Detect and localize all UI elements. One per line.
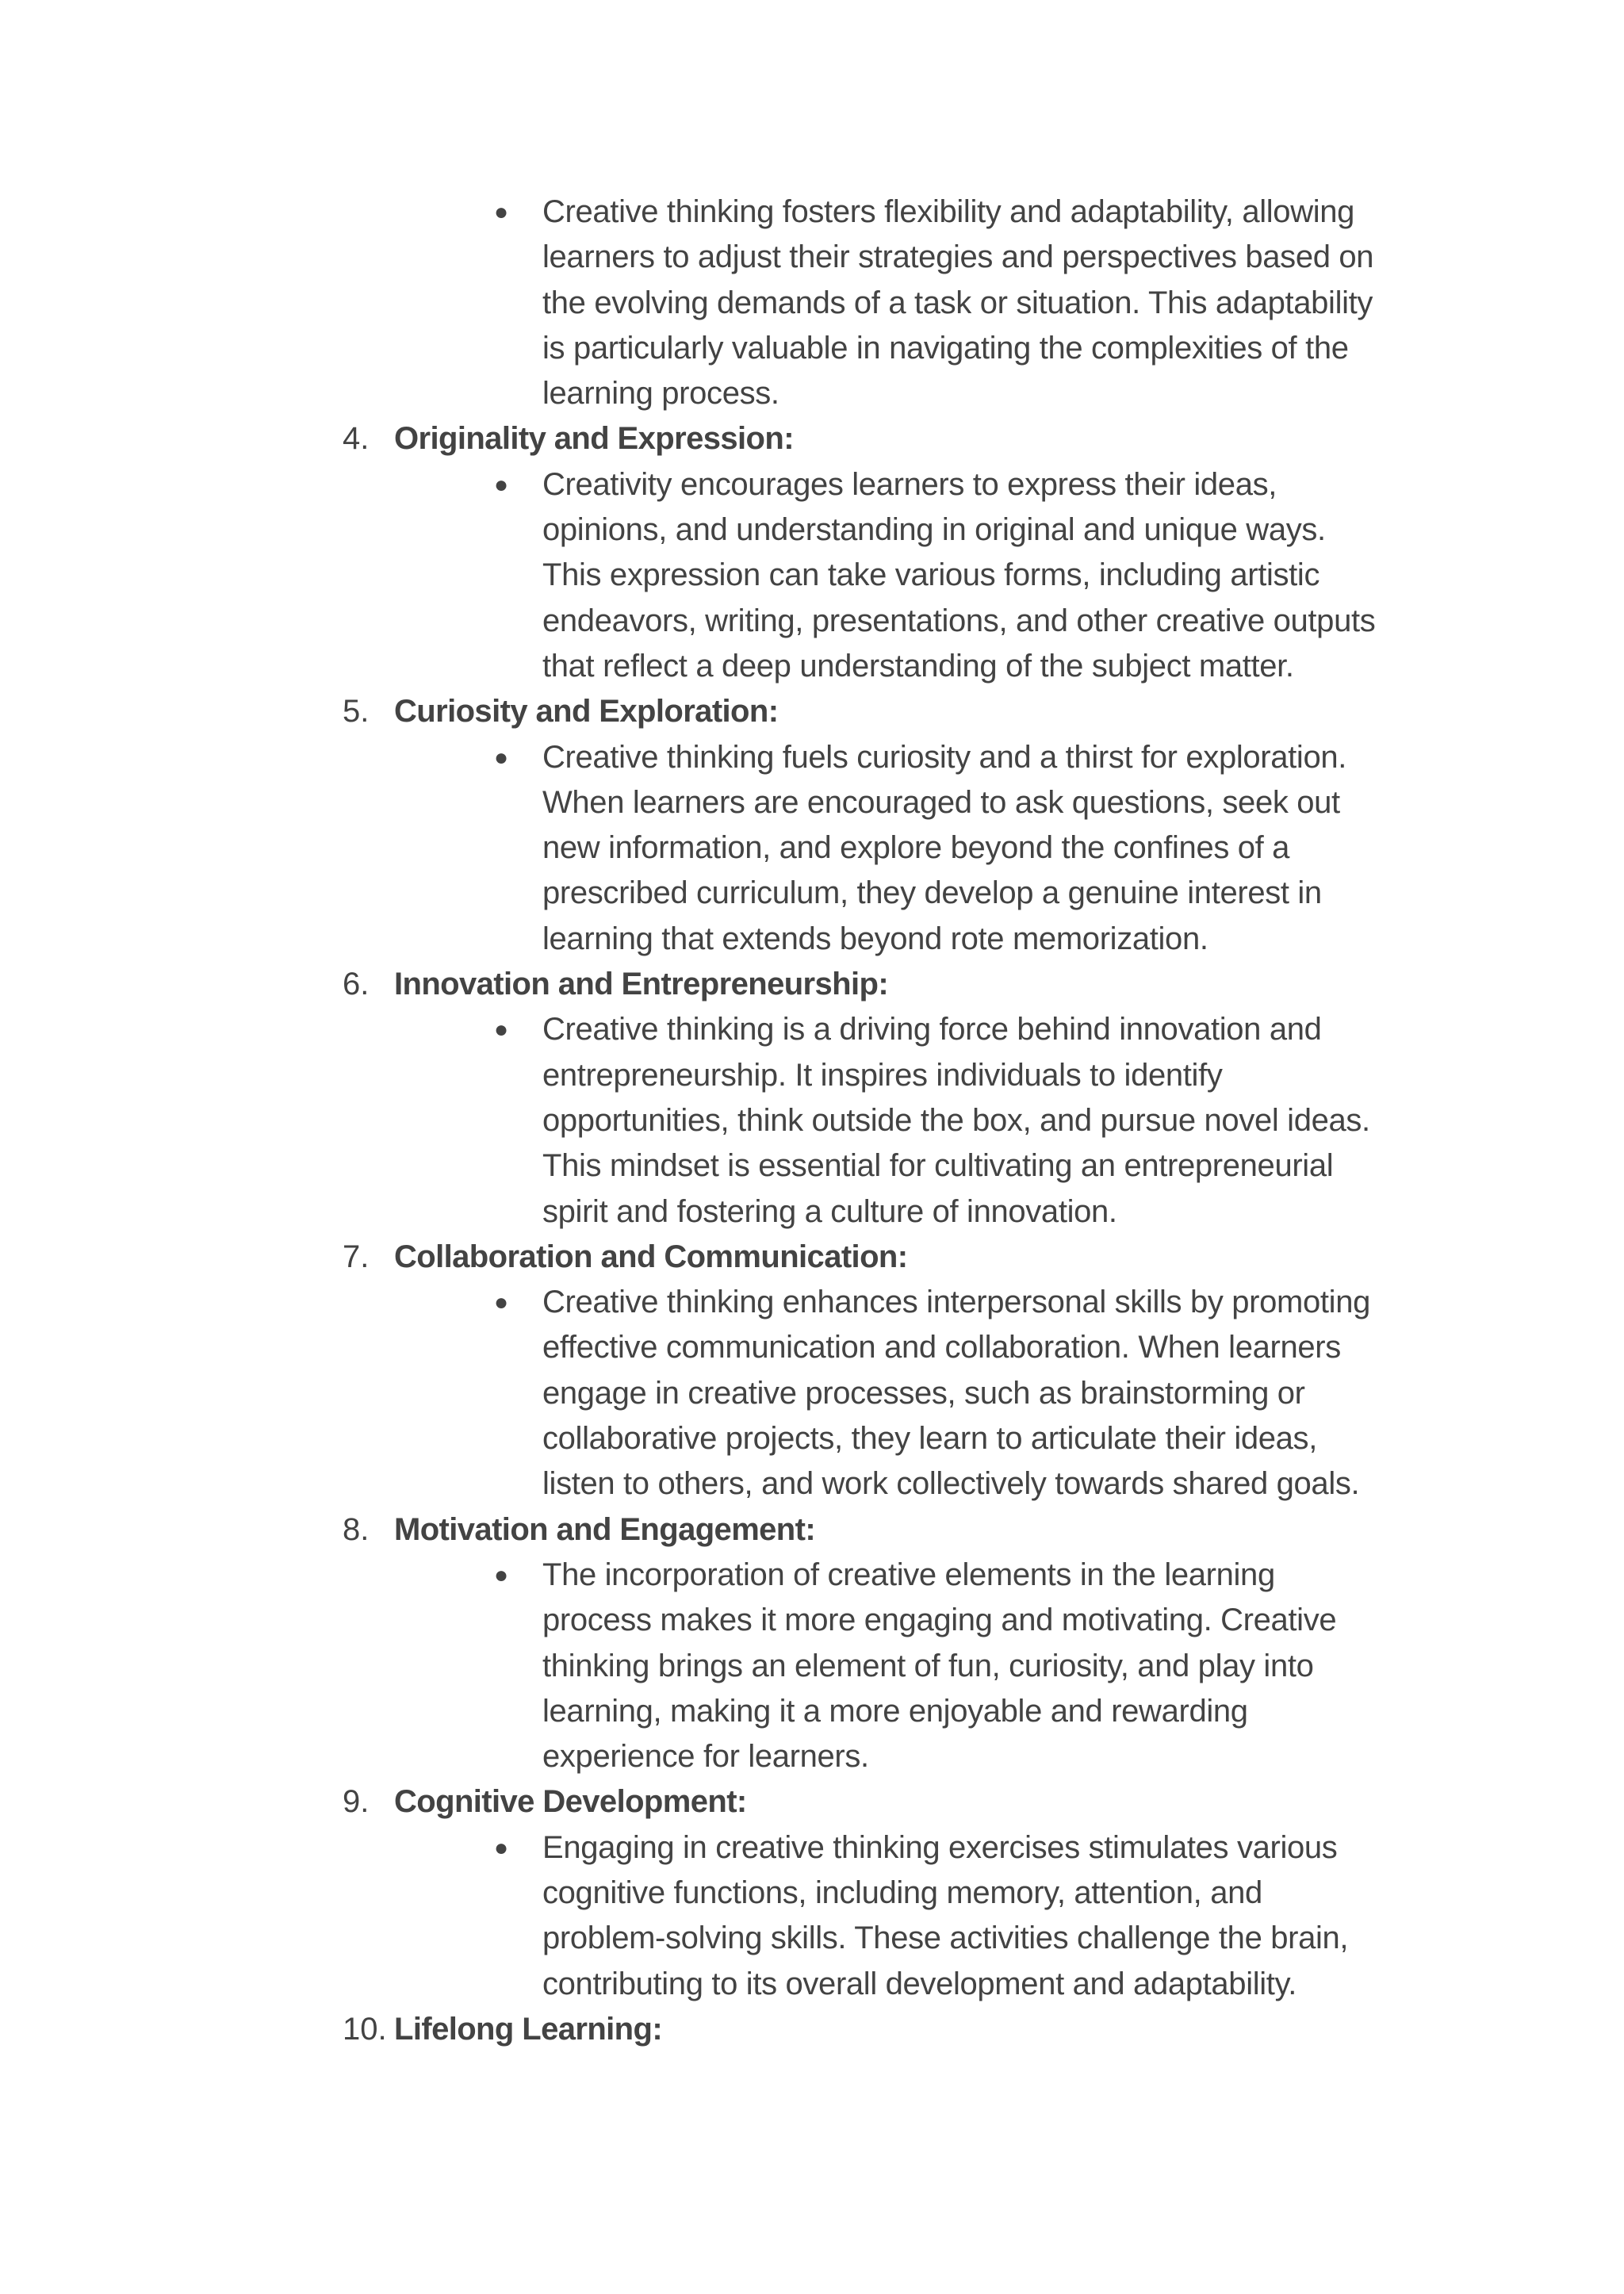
bullet-line [0,1053,1624,1098]
paragraph-line: endeavors, writing, presentations, and other creative outputs [542,603,1376,638]
paragraph-line: Creative thinking enhances interpersonal skills by promoting [542,1285,1371,1320]
numbered-heading [0,1507,1624,1553]
section-heading: Collaboration and Communication: [394,1239,908,1274]
bullet-line [0,1644,1624,1689]
paragraph-line: opportunities, think outside the box, and pursue novel ideas. [542,1102,1370,1138]
bullet-line [0,507,1624,553]
document-body [0,190,1624,2052]
numbered-heading [0,416,1624,461]
bullet-line [0,644,1624,689]
paragraph-line: that reflect a deep understanding of the subject matter. [542,648,1294,684]
bullet-line [0,553,1624,598]
paragraph-line: cognitive functions, including memory, attention, and [542,1875,1262,1910]
paragraph-line: collaborative projects, they learn to articulate their ideas, [542,1421,1317,1457]
bullet-line [0,371,1624,416]
paragraph-line: new information, and explore beyond the confines of a [542,830,1290,866]
numbered-heading [0,1235,1624,1280]
paragraph-line: Creative thinking fuels curiosity and a thirst for exploration. [542,739,1347,775]
bullet-line [0,599,1624,644]
bullet-line [0,1461,1624,1507]
section-heading: Originality and Expression: [394,421,794,457]
paragraph-line: engage in creative processes, such as brainstorming or [542,1375,1305,1411]
paragraph-line: problem-solving skills. These activities challenge the brain, [542,1921,1349,1956]
bullet-line [0,871,1624,916]
bullet-line [0,462,1624,507]
numbered-heading [0,962,1624,1007]
bullet-icon: ● [494,199,509,225]
bullet-line [0,1189,1624,1235]
numbered-heading [0,1779,1624,1825]
bullet-line [0,1734,1624,1779]
paragraph-line: thinking brings an element of fun, curiosity, and play into [542,1648,1314,1683]
paragraph-line: The incorporation of creative elements in the learning [542,1557,1275,1592]
list-number: 8. [343,1511,370,1547]
bullet-icon: ● [494,1289,509,1316]
bullet-line [0,1280,1624,1325]
section-heading: Curiosity and Exploration: [394,694,779,730]
bullet-line [0,1689,1624,1734]
bullet-line [0,1143,1624,1189]
bullet-line [0,780,1624,825]
bullet-icon: ● [494,1561,509,1588]
bullet-line [0,735,1624,780]
bullet-line [0,1007,1624,1052]
paragraph-line: prescribed curriculum, they develop a genuine interest in [542,875,1322,911]
bullet-line [0,1916,1624,1961]
bullet-icon: ● [494,744,509,771]
bullet-line [0,1825,1624,1871]
bullet-line [0,1371,1624,1416]
paragraph-line: This expression can take various forms, including artistic [542,557,1320,593]
paragraph-line: the evolving demands of a task or situation. This adaptability [542,285,1373,320]
bullet-line [0,235,1624,280]
list-number: 10. [343,2011,387,2047]
paragraph-line: When learners are encouraged to ask questions, seek out [542,784,1340,820]
section-heading: Cognitive Development: [394,1784,747,1820]
bullet-line [0,190,1624,235]
bullet-icon: ● [494,471,509,498]
paragraph-line: learning that extends beyond rote memorization. [542,921,1208,956]
list-number: 9. [343,1784,370,1820]
paragraph-line: spirit and fostering a culture of innovation. [542,1193,1117,1229]
numbered-heading [0,2007,1624,2052]
paragraph-line: learning, making it a more enjoyable and rewarding [542,1693,1248,1729]
bullet-line [0,825,1624,871]
bullet-line [0,326,1624,371]
list-number: 6. [343,967,370,1002]
paragraph-line: is particularly valuable in navigating the complexities of the [542,330,1349,366]
paragraph-line: contributing to its overall development and adaptability. [542,1966,1297,2001]
bullet-line [0,1962,1624,2007]
bullet-icon: ● [494,1834,509,1861]
bullet-icon: ● [494,1017,509,1044]
paragraph-line: learners to adjust their strategies and perspectives based on [542,239,1374,275]
bullet-line [0,917,1624,962]
bullet-line [0,1553,1624,1598]
bullet-line [0,1598,1624,1643]
bullet-line [0,1416,1624,1461]
paragraph-line: opinions, and understanding in original and unique ways. [542,512,1326,548]
paragraph-line: Creative thinking is a driving force behind innovation and [542,1012,1322,1047]
paragraph-line: entrepreneurship. It inspires individuals to identify [542,1057,1223,1093]
section-heading: Lifelong Learning: [394,2011,663,2047]
section-heading: Innovation and Entrepreneurship: [394,967,889,1002]
bullet-line [0,1098,1624,1143]
paragraph-line: Engaging in creative thinking exercises stimulates various [542,1829,1338,1865]
list-number: 4. [343,421,370,457]
paragraph-line: This mindset is essential for cultivating an entrepreneurial [542,1148,1334,1184]
paragraph-line: effective communication and collaboration. When learners [542,1330,1341,1365]
bullet-line [0,1871,1624,1916]
paragraph-line: learning process. [542,376,779,412]
paragraph-line: Creativity encourages learners to express their ideas, [542,466,1277,502]
list-number: 5. [343,694,370,730]
paragraph-line: listen to others, and work collectively towards shared goals. [542,1466,1360,1502]
list-number: 7. [343,1239,370,1274]
paragraph-line: experience for learners. [542,1739,869,1775]
bullet-line [0,281,1624,326]
paragraph-line: process makes it more engaging and motivating. Creative [542,1603,1337,1638]
numbered-heading [0,689,1624,734]
section-heading: Motivation and Engagement: [394,1511,816,1547]
paragraph-line: Creative thinking fosters flexibility and adaptability, allowing [542,194,1355,229]
bullet-line [0,1325,1624,1370]
